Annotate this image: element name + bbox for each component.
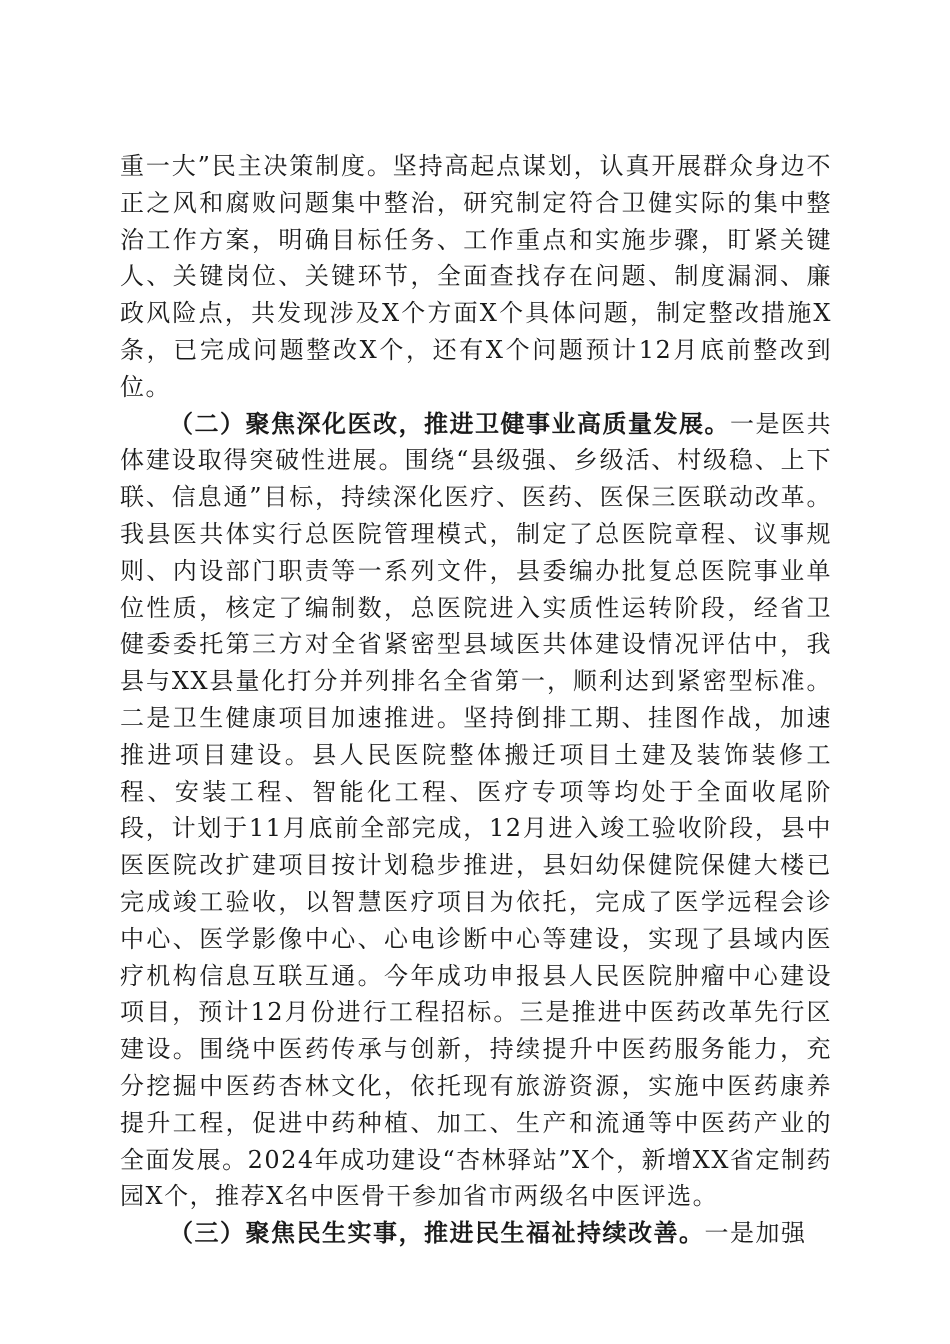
- document-body: [120, 148, 832, 1252]
- paragraph-continuation: [120, 148, 832, 406]
- paragraph-section-2: [120, 406, 832, 1216]
- paragraph-section-3: [120, 1215, 832, 1252]
- paragraph-text: 一是医共体建设取得突破性进展。围绕“县级强、乡级活、村级稳、上下联、信息通”目标，持续深化医疗、医药、医保三医联动改革。我县医共体实行总医院管理模式，制定了总医院章程、议事规则、内设部门职责等一系列文件，县委编办批复总医院事业单位性质，核定了编制数，总医院进入实质性运转阶段，经省卫健委委托第三方对全省紧密型县域医共体建设情况评估中，我县与XX县量化打分并列排名全省第一，顺利达到紧密型标准。二是卫生健康项目加速推进。坚持倒排工期、挂图作战，加速推进项目建设。县人民医院整体搬迁项目土建及装饰装修工程、安装工程、智能化工程、医疗专项等均处于全面收尾阶段，计划于11月底前全部完成，12月进入竣工验收阶段，县中医医院改扩建项目按计划稳步推进，县妇幼保健院保健大楼已完成竣工验收，以智慧医疗项目为依托，完成了医学远程会诊中心、医学影像中心、心电诊断中心等建设，实现了县域内医疗机构信息互联互通。今年成功申报县人民医院肿瘤中心建设项目，预计12月份进行工程招标。三是推进中医药改革先行区建设。围绕中医药传承与创新，持续提升中医药服务能力，充分挖掘中医药杏林文化，依托现有旅游资源，实施中医药康养提升工程，促进中药种植、加工、生产和流通等中医药产业的全面发展。2024年成功建设“杏林驿站”X个，新增XX省定制药园X个，推荐X名中医骨干参加省市两级名中医评选。: [120, 409, 832, 1211]
- paragraph-text: 一是加强: [704, 1219, 807, 1248]
- section-heading-2: （二）聚焦深化医改，推进卫健事业高质量发展。: [169, 408, 730, 438]
- paragraph-text: 重一大”民主决策制度。坚持高起点谋划，认真开展群众身边不正之风和腐败问题集中整治，研究制定符合卫健实际的集中整治工作方案，明确目标任务、工作重点和实施步骤，盯紧关键人、关键岗位、关键环节，全面查找存在问题、制度漏洞、廉政风险点，共发现涉及X个方面X个具体问题，制定整改措施X条，已完成问题整改X个，还有X个问题预计12月底前整改到位。: [120, 152, 832, 401]
- section-heading-3: （三）聚焦民生实事，推进民生福祉持续改善。: [169, 1218, 705, 1248]
